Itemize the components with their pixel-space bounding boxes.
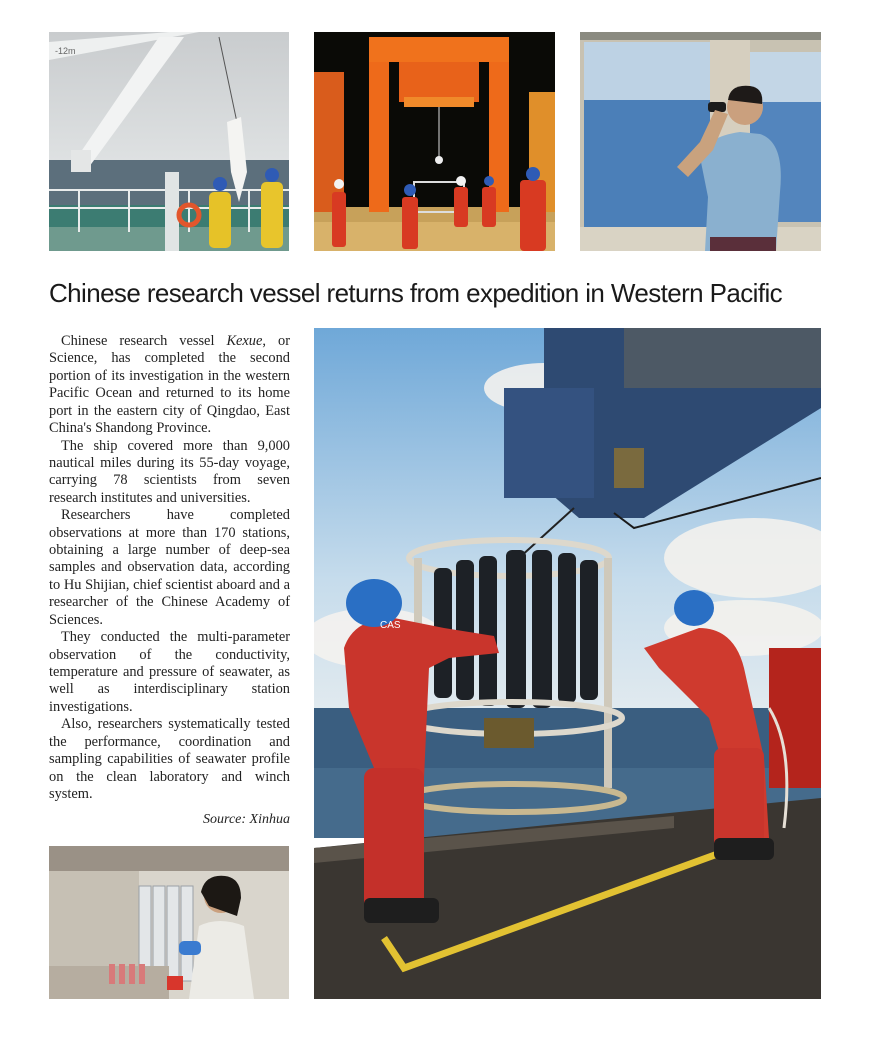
photo-night-a-frame	[314, 32, 555, 251]
headline: Chinese research vessel returns from expedition in Western Pacific	[49, 278, 783, 308]
paragraph-1: Chinese research vessel Kexue, or Science, has completed the second portion of its investigation in the western Pacific Ocean and returned to its home port in the eastern city of Qingdao, East China's Shandong Province.	[49, 333, 290, 437]
paragraph-2: The ship covered more than 9,000 nautical miles during its 55-day voyage, carrying 78 scientists from seven research institutes and universities.	[49, 437, 290, 506]
photo-ctd-rosette-deployment	[314, 328, 821, 999]
paragraph-5: Also, researchers systematically tested the performance, coordination and sampling capabilities of seawater profile on the clean laboratory and winch system.	[49, 716, 290, 802]
paragraph-3: Researchers have completed observations at more than 170 stations, obtaining a large number of deep-sea samples and observation data, according to Hu Shijian, chief scientist aboard and a researcher of the Chinese Academy of Sciences.	[49, 507, 290, 628]
photo-deck-crane-rain	[49, 32, 289, 251]
paragraph-4: They conducted the multi-parameter observation of the conductivity, temperature and pressure of seawater, as well as interdisciplinary station investigations.	[49, 629, 290, 715]
photo-binoculars-bridge	[580, 32, 821, 251]
source-credit: Source: Xinhua	[203, 812, 290, 827]
crane-marking: -12m	[55, 46, 76, 56]
article-body	[49, 333, 290, 803]
vessel-name: Kexue	[226, 333, 263, 349]
photo-clean-laboratory	[49, 846, 289, 999]
suit-label: CAS	[380, 620, 401, 631]
